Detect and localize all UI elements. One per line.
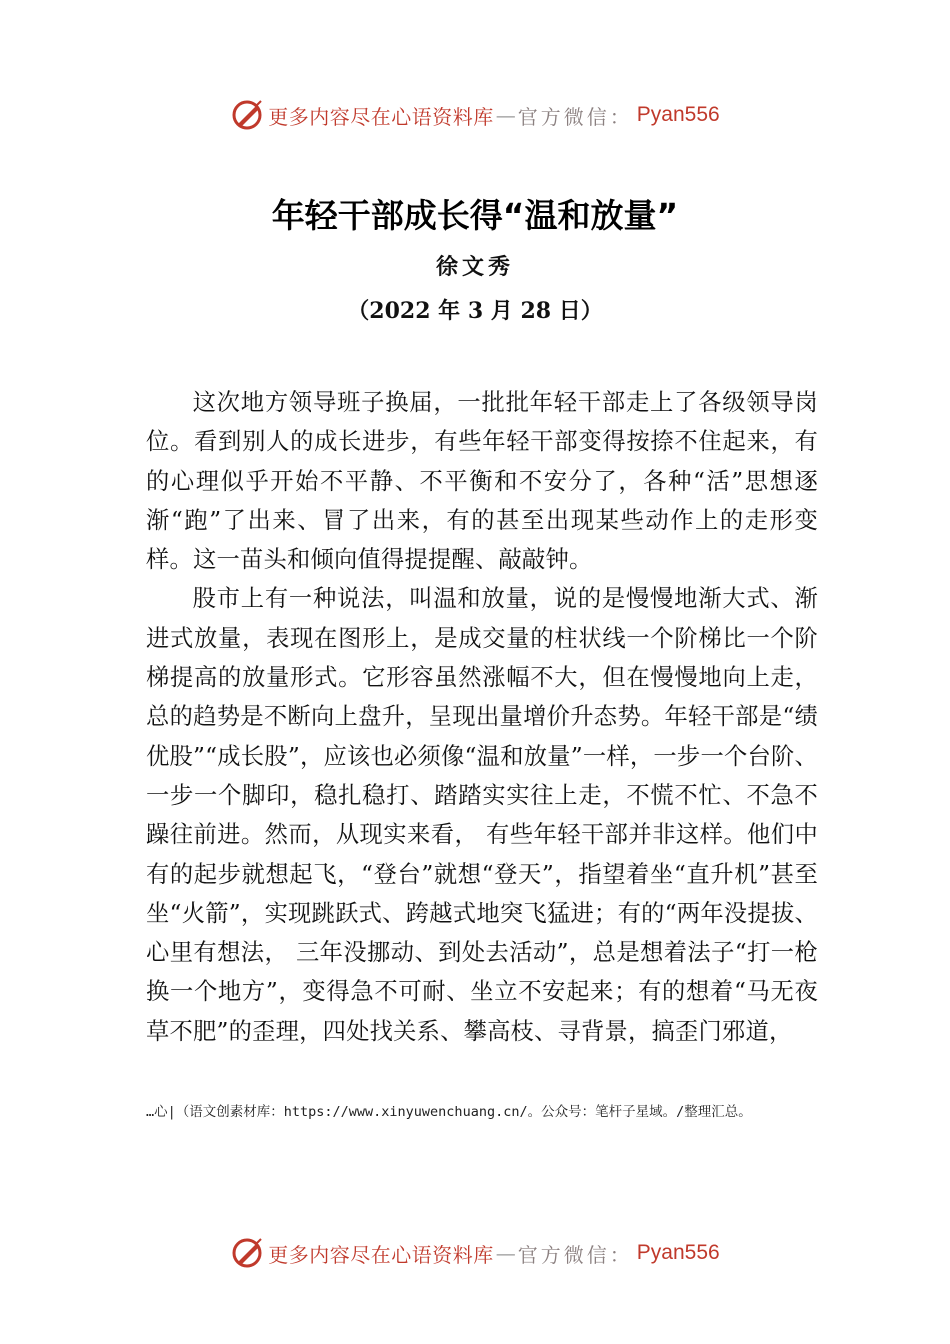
banner-dash: — [495, 1241, 516, 1265]
banner-wechat-label: 官方微信： [517, 1242, 633, 1267]
header-banner [0, 95, 950, 135]
article-author: 徐文秀 [435, 254, 514, 280]
quill-logo-icon [230, 98, 264, 132]
paragraph: 股市上有一种说法，叫温和放量，说的是慢慢地渐大式、渐进式放量，表现在图形上，是成交量的柱状线一个阶梯比一个阶梯提高的放量形式。它形容虽然涨幅不大，但在慢慢地向上走，总的趋势是不断向上盘升，呈现出量增价升态势。年轻干部是“绩优股”“成长股”，应该也必须像“温和放量”一样，一步一个台阶、一步一个脚印，稳扎稳打、踏踏实实往上走，不慌不忙、不急不躁往前进。然而，从现实来看， 有些年轻干部并非这样。他们中有的起步就想起飞，“登台”就想“登天”，指望着坐“直升机”甚至坐“火箭”，实现跳跃式、跨越式地突飞猛进；有的“两年没提拔、心里有想法， 三年没挪动、到处去活动”，总是想着法子“打一枪换一个地方”，变得急不可耐、坐立不安起来；有的想着“马无夜草不肥”的歪理，四处找关系、攀高枝、寻背景，搞歪门邪道， [146, 585, 818, 1045]
banner-wechat-id: Pyan556 [636, 1241, 720, 1264]
banner-library-text: 更多内容尽在心语资料库 [268, 1242, 494, 1267]
banner-dash: — [495, 103, 516, 127]
banner-wechat-id: Pyan556 [636, 103, 720, 126]
banner-library-text: 更多内容尽在心语资料库 [268, 104, 494, 129]
article-title: 年轻干部成长得“温和放量” [271, 196, 679, 235]
source-footnote: …心|（语文创素材库：https://www.xinyuwenchuang.cn/。公众号：笔杆子星域。/整理汇总。 [146, 1104, 752, 1120]
footer-banner [0, 1233, 950, 1273]
article-date: （2022 年 3 月 28 日） [347, 298, 603, 324]
quill-logo-icon [230, 1236, 264, 1270]
banner-wechat-label: 官方微信： [517, 104, 633, 129]
paragraph: 这次地方领导班子换届，一批批年轻干部走上了各级领导岗位。看到别人的成长进步，有些年轻干部变得按捺不住起来，有的心理似乎开始不平静、不平衡和不安分了，各种“活”思想逐渐“跑”了出来、冒了出来，有的甚至出现某些动作上的走形变样。这一苗头和倾向值得提提醒、敲敲钟。 [146, 389, 818, 574]
article-body [146, 383, 818, 1051]
